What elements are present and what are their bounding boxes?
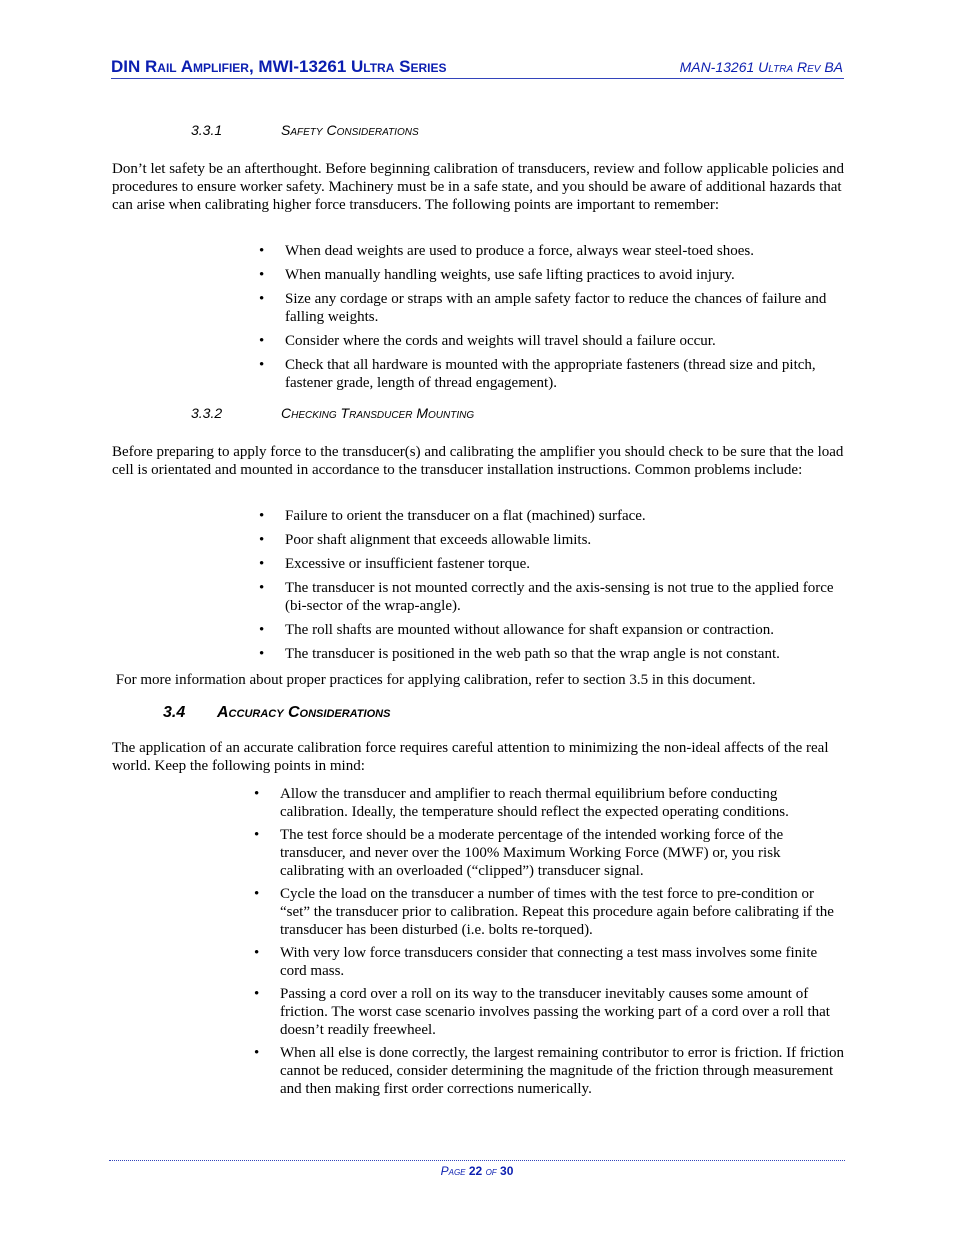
list-item: • Consider where the cords and weights will travel should a failure occur. — [257, 332, 847, 350]
list-item: • When dead weights are used to produce a force, always wear steel-toed shoes. — [257, 242, 847, 260]
document-reference: MAN-13261 Ultra Rev BA — [679, 59, 843, 75]
list-item: • Passing a cord over a roll on its way to the transducer inevitably causes some amount of friction. The worst case scenario involves passing the working part of a cord over a roll that doesn’t readily freewheel. — [252, 985, 847, 1039]
page-total: 30 — [500, 1164, 514, 1178]
page-header — [111, 56, 844, 79]
of-label: of — [485, 1164, 497, 1178]
list-item: • Check that all hardware is mounted with the appropriate fasteners (thread size and pitch, fastener grade, length of thread engagement). — [257, 356, 847, 392]
safety-bullet-list — [257, 242, 847, 398]
list-item: • Allow the transducer and amplifier to reach thermal equilibrium before conducting calibration. Ideally, the temperature should reflect the expected operating conditions. — [252, 785, 847, 821]
list-item: • The transducer is not mounted correctly and the axis-sensing is not true to the applied force (bi-sector of the wrap-angle). — [257, 579, 847, 615]
list-item: • The roll shafts are mounted without allowance for shaft expansion or contraction. — [257, 621, 847, 639]
list-item: • The transducer is positioned in the web path so that the wrap angle is not constant. — [257, 645, 847, 663]
footer-divider — [109, 1160, 845, 1161]
list-item: • Size any cordage or straps with an ample safety factor to reduce the chances of failure and falling weights. — [257, 290, 847, 326]
page-number: 22 — [468, 1164, 483, 1178]
list-item: • Excessive or insufficient fastener torque. — [257, 555, 847, 573]
section-title: Safety Considerations — [281, 122, 419, 138]
mounting-outro-paragraph: For more information about proper practices for applying calibration, refer to section 3.5 in this document. — [112, 672, 756, 688]
page-label: Page — [440, 1164, 466, 1178]
section-number: 3.4 — [163, 704, 186, 721]
list-item: • Cycle the load on the transducer a number of times with the test force to pre-condition or “set” the transducer prior to calibration. Repeat this procedure again before calibrating if the transducer has been disturbed (i.e. bolts re-torqued). — [252, 885, 847, 939]
list-item: • Poor shaft alignment that exceeds allowable limits. — [257, 531, 847, 549]
list-item: • When manually handling weights, use safe lifting practices to avoid injury. — [257, 266, 847, 284]
document-title: DIN Rail Amplifier, MWI-13261 Ultra Series — [111, 57, 447, 76]
mounting-bullet-list — [257, 507, 847, 669]
mounting-intro-paragraph: Before preparing to apply force to the transducer(s) and calibrating the amplifier you should check to be sure that the load cell is orientated and mounted in accordance to the transducer installation instructions. Common problems include: — [112, 444, 844, 478]
list-item: • When all else is done correctly, the largest remaining contributor to error is friction. If friction cannot be reduced, consider determining the magnitude of the friction through measurement and then making first order corrections numerically. — [252, 1044, 847, 1098]
safety-intro-paragraph: Don’t let safety be an afterthought. Before beginning calibration of transducers, review and follow applicable policies and procedures to ensure worker safety. Machinery must be in a safe state, and you should be aware of additional hazards that can arise when calibrating higher force transducers. The following points are important to remember: — [112, 161, 844, 213]
section-title: Accuracy Considerations — [217, 704, 391, 721]
list-item: • With very low force transducers consider that connecting a test mass involves some finite cord mass. — [252, 944, 847, 980]
section-number: 3.3.1 — [191, 122, 223, 138]
list-item: • The test force should be a moderate percentage of the intended working force of the transducer, and never over the 100% Maximum Working Force (MWF) or, you risk calibrating with an overloaded (“clipped”) transducer signal. — [252, 826, 847, 880]
page-footer — [0, 1164, 954, 1178]
section-number: 3.3.2 — [191, 405, 223, 421]
list-item: • Failure to orient the transducer on a flat (machined) surface. — [257, 507, 847, 525]
accuracy-bullet-list — [252, 785, 847, 1103]
section-title: Checking Transducer Mounting — [281, 405, 475, 421]
accuracy-intro-paragraph: The application of an accurate calibration force requires careful attention to minimizing the non-ideal affects of the real world. Keep the following points in mind: — [112, 740, 829, 774]
